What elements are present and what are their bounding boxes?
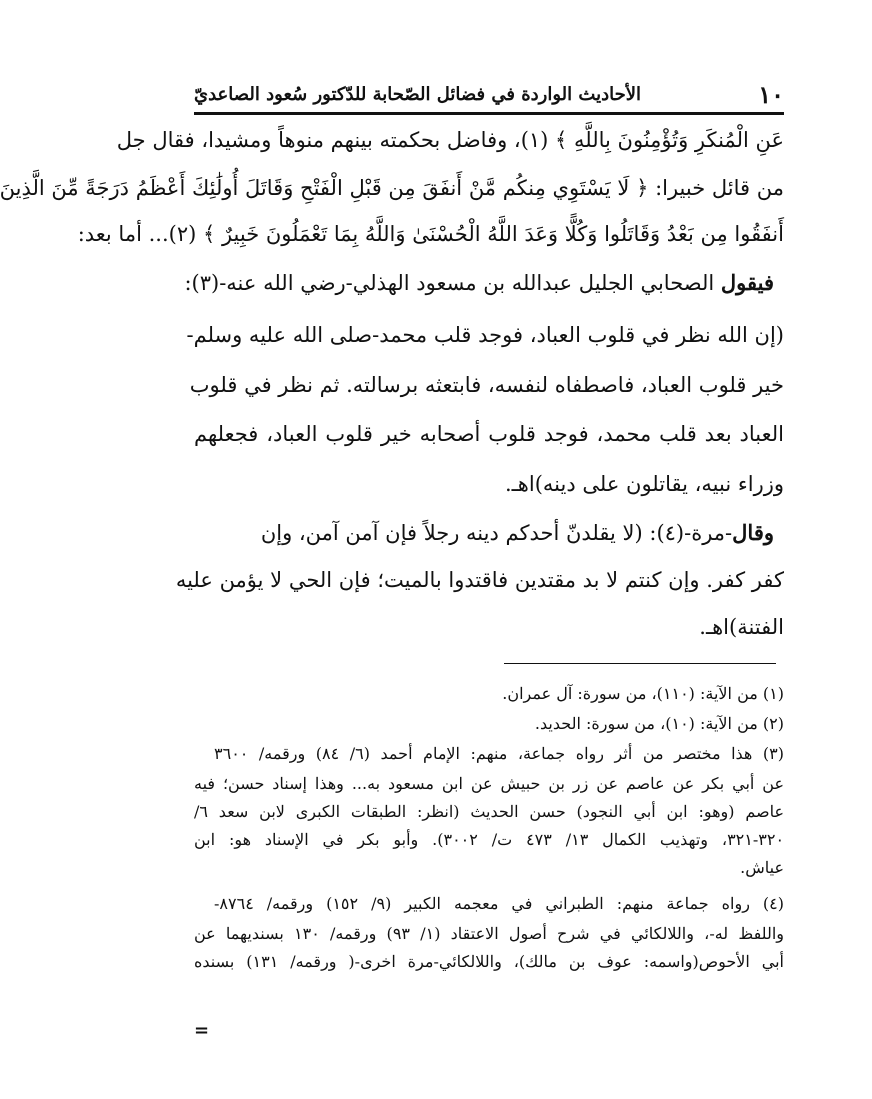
page-number: ١٠ xyxy=(758,80,784,109)
continuation-mark: = xyxy=(194,1020,210,1041)
text-line-5: (إن الله نظر في قلوب العباد، فوجد قلب محمد-صلى الله عليه وسلم- xyxy=(186,323,784,347)
lead-word-fayaqul: فيقول xyxy=(720,270,774,295)
footnote-1: (١) من الآية: (١١٠)، من سورة: آل عمران. xyxy=(502,684,784,703)
footnote-2: (٢) من الآية: (١٠)، من سورة: الحديد. xyxy=(534,714,784,733)
text-line-1: عَنِ الْمُنكَرِ وَتُؤْمِنُونَ بِاللَّهِ ﴾ (١)، وفاضل بحكمته بينهم منوهاً ومشيدا، فقال جل xyxy=(116,128,784,152)
text-line-9-rest: -مرة-(٤): (لا يقلدنّ أحدكم دينه رجلاً فإن آمن آمن، وإن xyxy=(260,521,733,545)
footnote-3-line-1: (٣) هذا مختصر من أثر رواه جماعة، منهم: الإمام أحمد (٦/ ٨٤) ورقمه/ ٣٦٠٠ xyxy=(214,744,784,763)
text-line-7: العباد بعد قلب محمد، فوجد قلوب أصحابه خير قلوب العباد، فجعلهم xyxy=(194,422,784,446)
footnote-4-line-1: (٤) رواه جماعة منهم: الطبراني في معجمه الكبير (٩/ ١٥٢) ورقمه/ ٨٧٦٤- xyxy=(214,894,784,913)
footnote-separator xyxy=(504,663,776,664)
running-title: الأحاديث الواردة في فضائل الصّحابة للدّكتور سُعود الصاعديّ xyxy=(194,84,641,105)
footnote-3-line-4: ٣٢٠-٣٢١، وتهذيب الكمال ١٣/ ٤٧٣ ت/ ٣٠٠٢). وأبو بكر في الإسناد هو: ابن xyxy=(194,830,785,849)
footnote-4-line-3: أبي الأحوص(واسمه: عوف بن مالك)، واللالكائي-مرة اخرى-( ورقمه/ ١٣١) بسنده xyxy=(194,952,784,971)
text-line-11: الفتنة)اهـ. xyxy=(699,615,784,639)
text-line-3: أَنفَقُوا مِن بَعْدُ وَقَاتَلُوا وَكُلًّا وَعَدَ اللَّهُ الْحُسْنَىٰ وَاللَّهُ بِمَا تَعْمَلُونَ خَبِيرٌ ﴾ (٢)... أما بعد: xyxy=(77,222,784,246)
text-line-8: وزراء نبيه، يقاتلون على دينه)اهـ. xyxy=(504,472,784,496)
footnote-4-line-2: واللفظ له-، واللالكائي في شرح أصول الاعتقاد (١/ ٩٣) ورقمه/ ١٣٠ بسنديهما عن xyxy=(194,924,785,943)
footnote-3-line-5: عياش. xyxy=(740,858,784,877)
footnote-3-line-3: عاصم (وهو: ابن أبي النجود) حسن الحديث (انظر: الطبقات الكبرى لابن سعد ٦/ xyxy=(194,802,784,821)
text-line-10: كفر كفر. وإن كنتم لا بد مقتدين فاقتدوا بالميت؛ فإن الحي لا يؤمن عليه xyxy=(175,568,784,592)
footnote-3-line-2: عن أبي بكر عن عاصم عن زر بن حبيش عن ابن مسعود به... وهذا إسناد حسن؛ فيه xyxy=(194,774,784,793)
page-header xyxy=(194,78,784,115)
text-line-6: خير قلوب العباد، فاصطفاه لنفسه، فابتعثه برسالته. ثم نظر في قلوب xyxy=(189,373,784,397)
text-line-4-rest: الصحابي الجليل عبدالله بن مسعود الهذلي-رضي الله عنه-(٣): xyxy=(184,271,721,295)
lead-word-waqal: وقال xyxy=(732,520,774,545)
text-line-4 xyxy=(184,270,774,295)
text-line-9 xyxy=(204,520,774,545)
text-line-2: من قائل خبيرا: ﴿ لَا يَسْتَوِي مِنكُم مَّنْ أَنفَقَ مِن قَبْلِ الْفَتْحِ وَقَاتَلَ أُولَٰئِكَ أَعْظَمُ دَرَجَةً مِّنَ الَّذِينَ xyxy=(0,176,784,200)
